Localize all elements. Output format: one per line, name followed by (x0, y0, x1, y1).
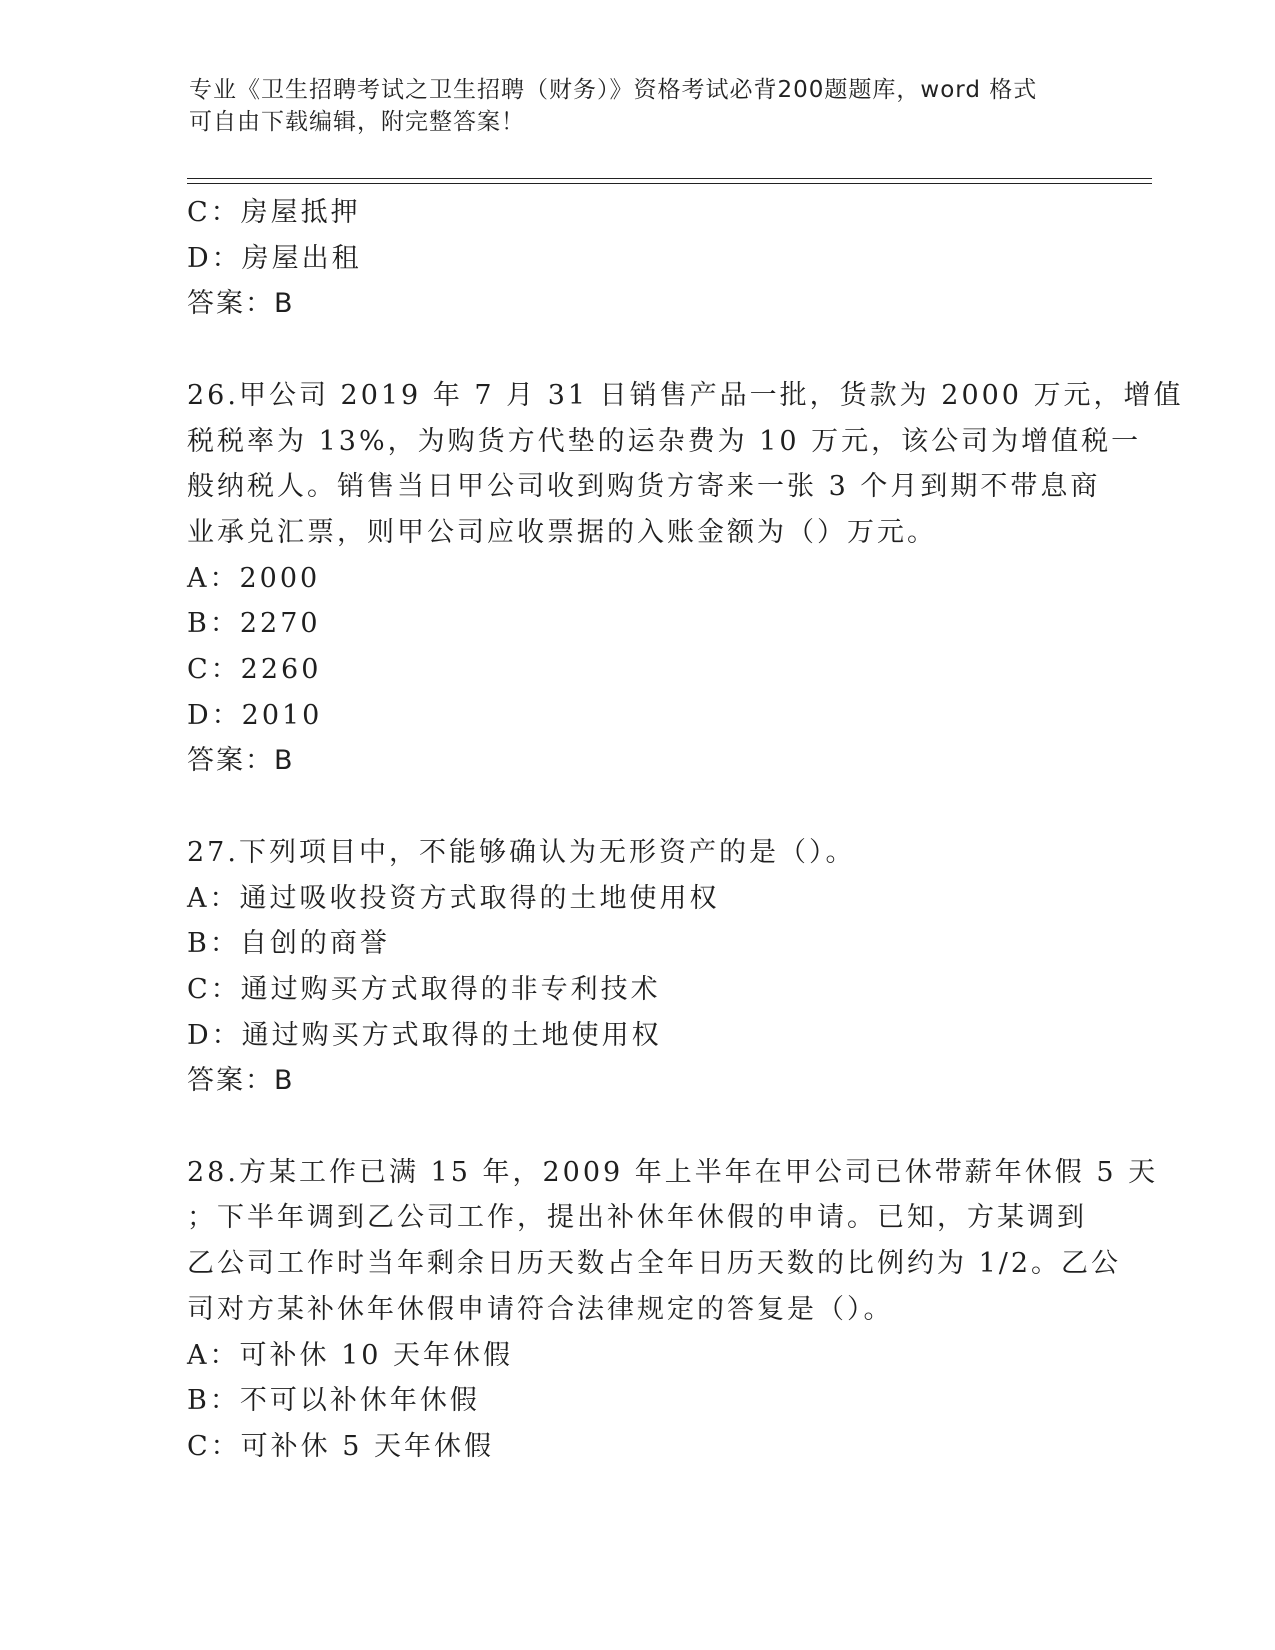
q26-stem-line-4: 业承兑汇票，则甲公司应收票据的入账金额为（）万元。 (187, 516, 937, 548)
page-header (189, 74, 1069, 138)
q25-option-c: C：房屋抵押 (187, 197, 361, 228)
q28-stem-line-3: 乙公司工作时当年剩余日历天数占全年日历天数的比例约为 1/2。乙公 (187, 1248, 1122, 1280)
q27-option-a: A：通过吸收投资方式取得的土地使用权 (187, 882, 720, 914)
q26-answer: 答案：B (187, 745, 295, 777)
q27-option-b: B：自创的商誉 (187, 928, 390, 960)
q26-stem-line-2: 税税率为 13%，为购货方代垫的运杂费为 10 万元，该公司为增值税一 (187, 425, 1142, 457)
q27-answer: 答案：B (187, 1065, 295, 1097)
q26-option-c: C：2260 (187, 654, 322, 686)
q28-option-a: A：可补休 10 天年休假 (187, 1339, 514, 1371)
q26-stem-line-3: 般纳税人。销售当日甲公司收到购货方寄来一张 3 个月到期不带息商 (187, 471, 1101, 503)
q27-option-d: D：通过购买方式取得的土地使用权 (187, 1019, 662, 1051)
header-title-line-2: 可自由下载编辑，附完整答案！ (189, 109, 525, 135)
q28-stem-line-2: ；下半年调到乙公司工作，提出补休年休假的申请。已知，方某调到 (187, 1202, 1087, 1234)
q25-answer: 答案：B (187, 288, 295, 320)
q26-option-a: A：2000 (187, 562, 321, 594)
spacer (187, 327, 1087, 373)
header-divider-top (187, 178, 1152, 179)
q26-stem-line-1: 26.甲公司 2019 年 7 月 31 日销售产品一批，货款为 2000 万元，增值 (187, 379, 1184, 411)
document-body (187, 190, 1184, 1470)
q28-option-b: B：不可以补休年休假 (187, 1385, 480, 1417)
q26-option-b: B：2270 (187, 608, 321, 640)
spacer (187, 1104, 1087, 1150)
spacer (187, 784, 1087, 830)
q25-option-d: D：房屋出租 (187, 242, 362, 274)
q28-option-c: C：可补休 5 天年休假 (187, 1430, 495, 1462)
question-27 (187, 830, 1087, 1104)
q28-stem-line-4: 司对方某补休年休假申请符合法律规定的答复是（）。 (187, 1293, 894, 1325)
q27-option-c: C：通过购买方式取得的非专利技术 (187, 973, 661, 1005)
q28-stem-line-1: 28.方某工作已满 15 年，2009 年上半年在甲公司已休带薪年休假 5 天 (187, 1156, 1159, 1188)
question-26 (187, 373, 1184, 784)
q27-stem-line-1: 27.下列项目中，不能够确认为无形资产的是（）。 (187, 836, 856, 868)
header-divider-bottom (187, 183, 1152, 184)
q26-option-d: D：2010 (187, 699, 323, 731)
header-title-line-1: 专业《卫生招聘考试之卫生招聘（财务）》资格考试必背200题题库，word 格式 (189, 77, 1038, 103)
question-25-tail (187, 190, 1087, 327)
question-28 (187, 1150, 1159, 1470)
